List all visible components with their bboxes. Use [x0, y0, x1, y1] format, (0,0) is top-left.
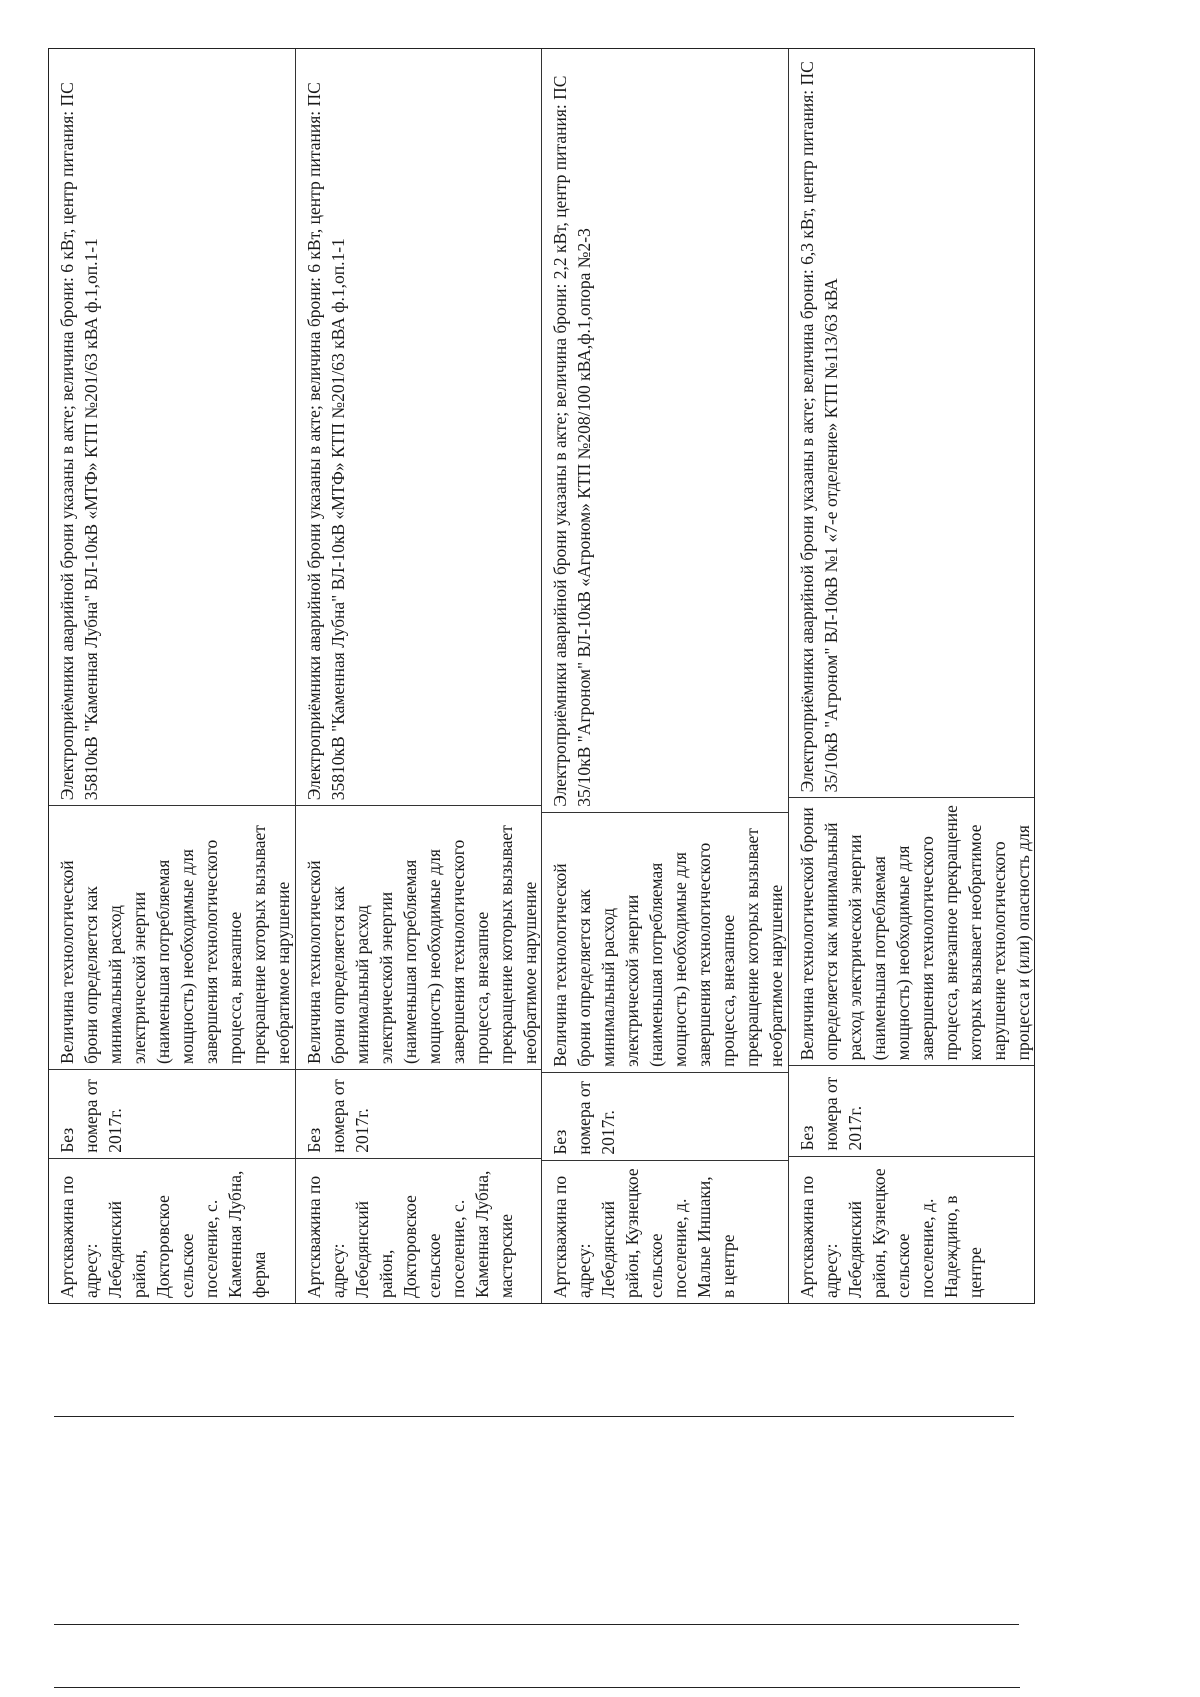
object-cell: Артскважина по адресу: Лебедянский район, Доктоpовское сельское поселение, с. Каменная Лубна, ферма [49, 1158, 295, 1303]
underline-rule [54, 1416, 1014, 1417]
underline-rule [54, 1687, 1020, 1688]
tech-reserve-cell: Величина технологической брони определяется как минимальный расход электрической энергии (наименьшая потребляемая мощность) необходимые для завершения технологического процесса, внезапное прекращение которых вызывает необратимое нарушение [296, 805, 542, 1069]
tech-reserve-cell: Величина технологической брони определяется как минимальный расход электрической энергии (наименьшая потребляемая мощность) необходимые для завершения технологического процесса, внезапное прекращение которых вызывает необратимое нарушение технологического процесса и (или) опасность для [789, 797, 1035, 1065]
act-cell: Без номера от 2017г. [296, 1069, 542, 1158]
table-row [542, 49, 789, 1303]
emergency-reserve-cell: Электроприёмники аварийной брони указаны в акте; величина брони: 6 кВт, центр питания: ПС 35810кВ "Каменная Лубна" ВЛ-10кВ «МТФ» КТП №201/63 кВА ф.1,оп.1-1 [57, 82, 101, 801]
table-row [49, 49, 296, 1303]
tech-reserve-cell: Величина технологической брони определяется как минимальный расход электрической энергии (наименьшая потребляемая мощность) необходимые для завершения технологического процесса, внезапное прекращение которых вызывает необратимое нарушение [542, 812, 788, 1072]
object-cell: Артскважина по адресу: Лебедянский район, Кузнецкое сельское поселение, д. Надеждино, в центре [789, 1156, 1035, 1303]
act-cell: Без номера от 2017г. [542, 1072, 788, 1160]
object-cell: Артскважина по адресу: Лебедянский район, Доктоpовское сельское поселение, с. Каменная Лубна, мастерские [296, 1158, 542, 1303]
reserve-table [48, 48, 1035, 1304]
tech-reserve-cell: Величина технологической брони определяется как минимальный расход электрической энергии (наименьшая потребляемая мощность) необходимые для завершения технологического процесса, внезапное прекращение которых вызывает необратимое нарушение [49, 805, 295, 1069]
emergency-reserve-cell: Электроприёмники аварийной брони указаны в акте; величина брони: 6 кВт, центр питания: ПС 35810кВ "Каменная Лубна" ВЛ-10кВ «МТФ» КТП №201/63 кВА ф.1,оп.1-1 [303, 82, 348, 801]
act-cell: Без номера от 2017г. [49, 1069, 295, 1158]
table-row [296, 49, 543, 1303]
emergency-reserve-cell: Электроприёмники аварийной брони указаны в акте; величина брони: 2,2 кВт, центр питания: ПС 35/10кВ "Агроном" ВЛ-10кВ «Агроном» КТП №208/100 кВА,ф.1,опора №2-3 [550, 75, 594, 807]
act-cell: Без номера от 2017г. [789, 1065, 1035, 1155]
emergency-reserve-cell: Электроприёмники аварийной брони указаны в акте; величина брони: 6,3 кВт, центр питания: ПС 35/10кВ "Агроном" ВЛ-10кВ №1 «7-е отделение» КТП №113/63 кВА [796, 61, 841, 793]
underline-rule [54, 1624, 1019, 1625]
table-row [789, 49, 1035, 1303]
object-cell: Артскважина по адресу: Лебедянский район, Кузнецкое сельское поселение, д. Малые Иншаки, в центре [542, 1160, 788, 1303]
